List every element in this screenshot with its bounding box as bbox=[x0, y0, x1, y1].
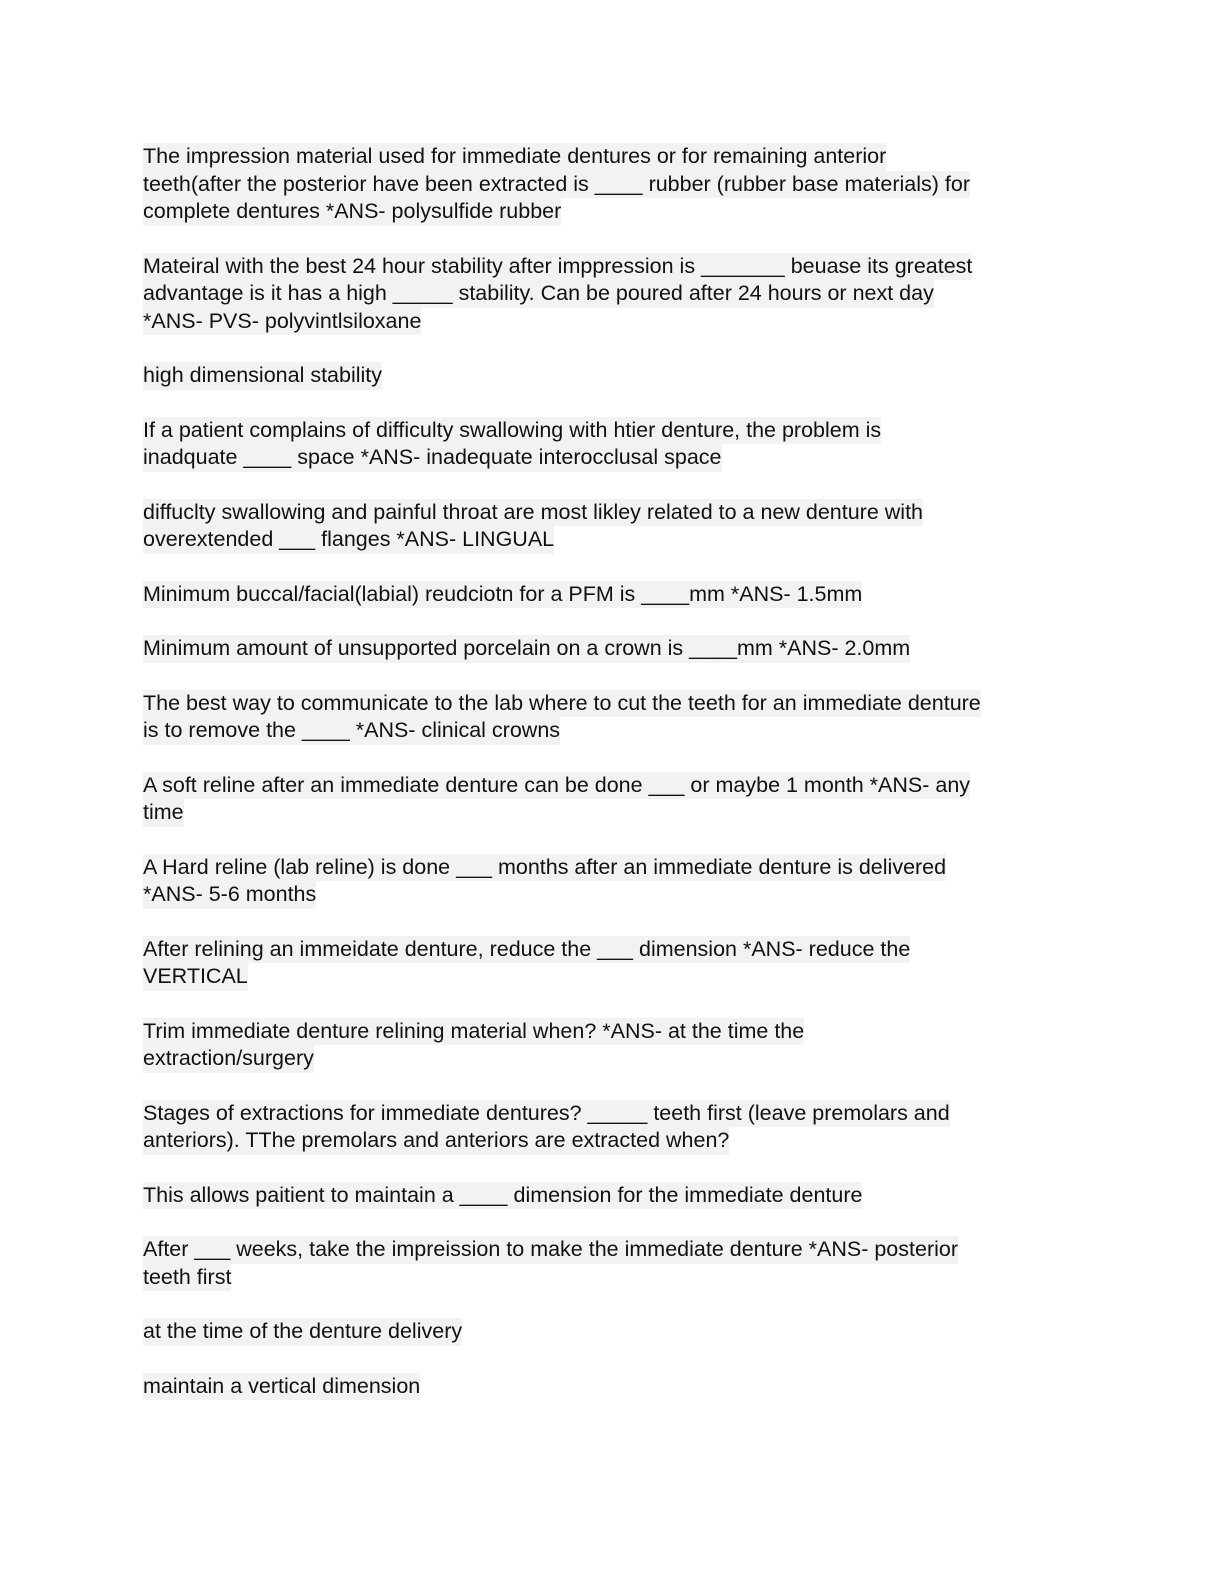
qa-paragraph bbox=[143, 362, 1083, 390]
qa-paragraph bbox=[143, 1236, 1083, 1291]
text-line: The impression material used for immediate dentures or for remaining anterior bbox=[143, 143, 886, 171]
text-line: extraction/surgery bbox=[143, 1045, 314, 1073]
text-line: Trim immediate denture relining material when? *ANS- at the time the bbox=[143, 1018, 804, 1046]
text-line: overextended ___ flanges *ANS- LINGUAL bbox=[143, 526, 554, 554]
qa-paragraph bbox=[143, 1018, 1083, 1073]
text-line: If a patient complains of difficulty swallowing with htier denture, the problem is bbox=[143, 417, 881, 445]
text-line: After ___ weeks, take the impreission to make the immediate denture *ANS- posterior bbox=[143, 1236, 958, 1264]
text-line: diffuclty swallowing and painful throat are most likley related to a new denture with bbox=[143, 499, 923, 527]
text-line: high dimensional stability bbox=[143, 362, 382, 390]
text-line: at the time of the denture delivery bbox=[143, 1318, 462, 1346]
text-line: *ANS- 5-6 months bbox=[143, 881, 316, 909]
qa-paragraph bbox=[143, 1318, 1083, 1346]
text-line: Stages of extractions for immediate dentures? _____ teeth first (leave premolars and bbox=[143, 1100, 950, 1128]
qa-paragraph bbox=[143, 253, 1083, 336]
text-line: *ANS- PVS- polyvintlsiloxane bbox=[143, 308, 421, 336]
qa-paragraph bbox=[143, 499, 1083, 554]
text-line: maintain a vertical dimension bbox=[143, 1373, 420, 1401]
text-line: inadquate ____ space *ANS- inadequate interocclusal space bbox=[143, 444, 722, 472]
qa-paragraph bbox=[143, 772, 1083, 827]
qa-paragraph bbox=[143, 690, 1083, 745]
text-line: teeth first bbox=[143, 1264, 231, 1292]
qa-paragraph bbox=[143, 581, 1083, 609]
text-line: A soft reline after an immediate denture can be done ___ or maybe 1 month *ANS- any bbox=[143, 772, 970, 800]
text-line: is to remove the ____ *ANS- clinical crowns bbox=[143, 717, 560, 745]
text-line: complete dentures *ANS- polysulfide rubber bbox=[143, 198, 561, 226]
qa-paragraph bbox=[143, 143, 1083, 226]
qa-paragraph bbox=[143, 417, 1083, 472]
text-line: Minimum buccal/facial(labial) reudciotn for a PFM is ____mm *ANS- 1.5mm bbox=[143, 581, 862, 609]
text-line: A Hard reline (lab reline) is done ___ months after an immediate denture is delivered bbox=[143, 854, 946, 882]
text-line: VERTICAL bbox=[143, 963, 248, 991]
text-line: teeth(after the posterior have been extracted is ____ rubber (rubber base materials) for bbox=[143, 171, 970, 199]
qa-paragraph bbox=[143, 635, 1083, 663]
text-line: The best way to communicate to the lab where to cut the teeth for an immediate denture bbox=[143, 690, 981, 718]
text-line: This allows paitient to maintain a ____ dimension for the immediate denture bbox=[143, 1182, 862, 1210]
text-line: Minimum amount of unsupported porcelain on a crown is ____mm *ANS- 2.0mm bbox=[143, 635, 910, 663]
text-line: advantage is it has a high _____ stability. Can be poured after 24 hours or next day bbox=[143, 280, 934, 308]
qa-paragraph bbox=[143, 1373, 1083, 1401]
text-line: anteriors). TThe premolars and anteriors are extracted when? bbox=[143, 1127, 729, 1155]
document-body bbox=[143, 143, 1083, 1427]
qa-paragraph bbox=[143, 936, 1083, 991]
text-line: Mateiral with the best 24 hour stability after imppression is _______ beuase its greatest bbox=[143, 253, 972, 281]
qa-paragraph bbox=[143, 1100, 1083, 1155]
qa-paragraph bbox=[143, 854, 1083, 909]
qa-paragraph bbox=[143, 1182, 1083, 1210]
text-line: time bbox=[143, 799, 184, 827]
text-line: After relining an immeidate denture, reduce the ___ dimension *ANS- reduce the bbox=[143, 936, 910, 964]
